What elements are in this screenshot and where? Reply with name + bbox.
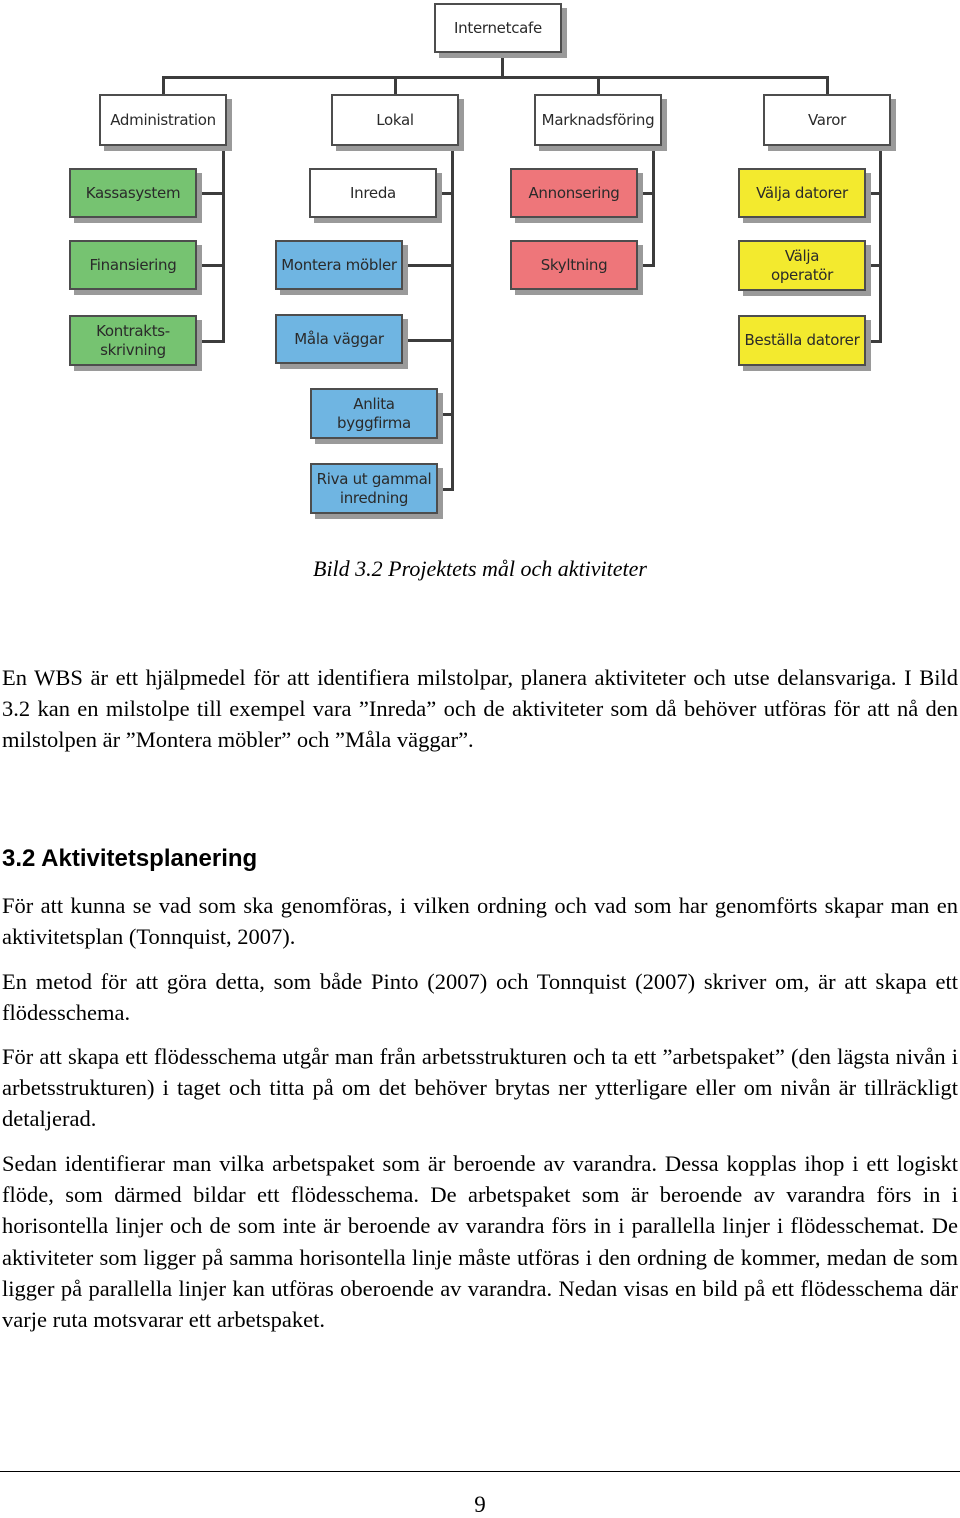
connector-horizontal (162, 76, 828, 79)
connector-lokal-c3 (403, 339, 454, 342)
wbs-node-inreda: Inreda (309, 168, 437, 218)
wbs-branch-marknadsforing: Marknadsföring (534, 94, 662, 146)
connector-lokal-up (394, 76, 397, 94)
wbs-branch-lokal: Lokal (331, 94, 459, 146)
connector-admin-c2 (197, 264, 225, 267)
wbs-node-kassasystem: Kassasystem (69, 168, 197, 218)
paragraph-beroenden: Sedan identifierar man vilka arbetspaket som är beroende av varandra. Dessa kopplas ihop i ett logiskt flöde, som därmed bildar ett flödesschema. De arbetspaket som är beroende av varandra förs in i horisontella linjer och de som inte är beroende av varandra förs in i parallella linjer i flödesschemat. De aktiviteter som ligger på samma horisontella linje måste utföras i den ordning de kommer, medan de som ligger på parallella linjer kan utföras oberoende av varandra. Nedan visas en bild på ett flödesschema där varje ruta motsvarar ett arbetspaket. (2, 1151, 958, 1333)
wbs-branch-varor: Varor (763, 94, 891, 146)
connector-admin-up (162, 76, 165, 94)
connector-root-down (501, 54, 504, 78)
connector-mark-c1 (638, 192, 655, 195)
connector-lokal-c1 (437, 192, 454, 195)
section-heading: 3.2 Aktivitetsplanering (2, 845, 258, 872)
wbs-node-kontraktsskrivning: Kontrakts- skrivning (69, 315, 197, 366)
wbs-node-bestalla-datorer: Beställa datorer (738, 315, 866, 366)
connector-admin-c1 (197, 192, 225, 195)
page-number: 9 (474, 1492, 486, 1517)
wbs-node-skyltning: Skyltning (510, 240, 638, 290)
wbs-node-riva-ut-gammal-inredning: Riva ut gammal inredning (310, 463, 438, 514)
connector-lokal-spine (451, 146, 454, 491)
wbs-node-annonsering: Annonsering (510, 168, 638, 218)
connector-mark-up (597, 76, 600, 94)
wbs-node-finansiering: Finansiering (69, 240, 197, 290)
wbs-node-valja-operator: Välja operatör (738, 240, 866, 291)
paragraph-arbetspaket: För att skapa ett flödesschema utgår man från arbetsstrukturen och ta ett ”arbetspaket” (den lägsta nivån i arbetsstrukturen) i taget och titta på om det behöver brytas ner ytterligare eller om nivån är tillräckligt detaljerad. (2, 1044, 958, 1132)
wbs-node-mala-vaggar: Måla väggar (275, 314, 403, 364)
wbs-branch-administration: Administration (99, 94, 227, 146)
connector-varor-spine (879, 146, 882, 342)
wbs-node-montera-mobler: Montera möbler (275, 240, 403, 290)
connector-varor-up (826, 76, 829, 94)
connector-admin-c3 (197, 340, 225, 343)
wbs-root-node: Internetcafe (434, 3, 562, 53)
connector-admin-spine (222, 146, 225, 342)
wbs-node-valja-datorer: Välja datorer (738, 168, 866, 218)
paragraph-wbs-intro: En WBS är ett hjälpmedel för att identifiera milstolpar, planera aktiviteter och utse delansvariga. I Bild 3.2 kan en milstolpe till exempel vara ”Inreda” och de aktiviteter som då behöver utföras för att nå den milstolpen är ”Montera möbler” och ”Måla väggar”. (2, 665, 958, 753)
connector-mark-spine (652, 146, 655, 267)
wbs-node-anlita-byggfirma: Anlita byggfirma (310, 388, 438, 439)
paragraph-flodesschema-metod: En metod för att göra detta, som både Pinto (2007) och Tonnquist (2007) skriver om, är att skapa ett flödesschema. (2, 969, 958, 1026)
connector-lokal-c5 (438, 488, 454, 491)
wbs-diagram (0, 0, 960, 530)
connector-lokal-c2 (403, 264, 454, 267)
connector-varor-c1 (866, 192, 882, 195)
figure-caption: Bild 3.2 Projektets mål och aktiviteter (313, 556, 647, 581)
footer-rule (0, 1471, 960, 1472)
paragraph-aktivitetsplan: För att kunna se vad som ska genomföras, i vilken ordning och vad som har genomförts skapar man en aktivitetsplan (Tonnquist, 2007). (2, 893, 958, 950)
connector-mark-c2 (638, 264, 655, 267)
connector-varor-c3 (866, 340, 882, 343)
connector-lokal-c4 (438, 413, 454, 416)
connector-varor-c2 (866, 264, 882, 267)
